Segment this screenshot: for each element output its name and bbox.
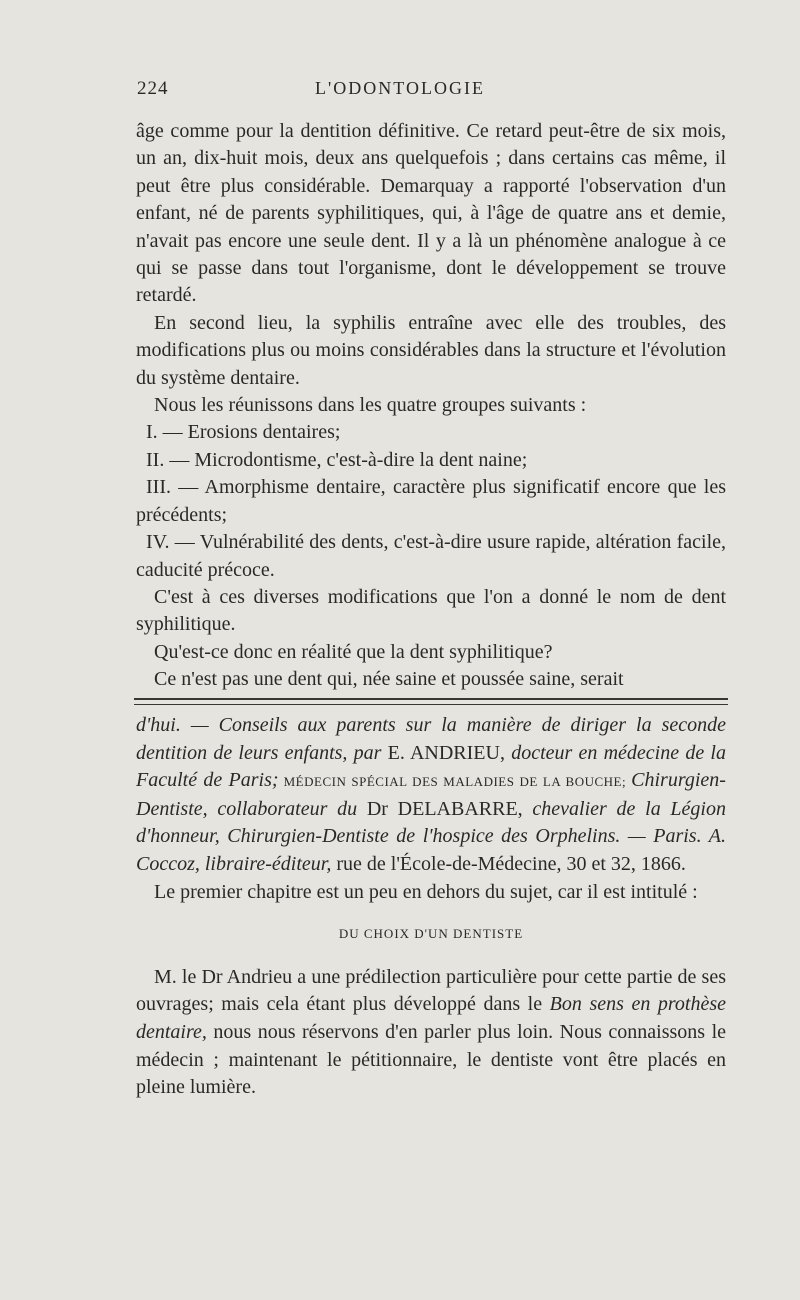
- book-title: Bon sens en prothèse dentaire,: [136, 993, 727, 1043]
- footnote: [136, 712, 726, 1102]
- running-title: L'ODONTOLOGIE: [315, 78, 485, 98]
- group-item: IV. — Vulnérabilité des dents, c'est-à-dire usure rapide, altération facile, caducité précoce.: [136, 531, 726, 581]
- page-header: [0, 78, 800, 108]
- footnote-citation: [136, 712, 726, 879]
- citation-degree: docteur en médecine de la Faculté de Paris;: [136, 741, 726, 792]
- group-item: I. — Erosions dentaires;: [146, 421, 341, 444]
- paragraph: C'est à ces diverses modifications que l'on a donné le nom de dent syphilitique.: [136, 585, 726, 636]
- citation-mentor: Dr DELABARRE,: [357, 797, 533, 820]
- paragraph: [136, 964, 726, 1102]
- section-heading: DU CHOIX D'UN DENTISTE: [338, 926, 524, 942]
- paragraph: âge comme pour la dentition définitive. Ce retard peut-être de six mois, un an, dix-huit mois, deux ans quelquefois ; dans certains cas même, il peut être plus considérable. Demarquay a rapporté l'observation d'un enfant, né de parents syphilitiques, qui, à l'âge de quatre ans et demie, n'avait pas encore une seule dent. Il y a là un phénomène analogue à ce qui se passe dans tout l'organisme, dont le développement se trouve retardé.: [136, 120, 726, 307]
- paragraph: En second lieu, la syphilis entraîne avec elle des troubles, des modifications plus ou moins considérables dans la structure et l'évolution du système dentaire.: [136, 311, 726, 389]
- group-item: III. — Amorphisme dentaire, caractère plus significatif encore que les précédents;: [136, 476, 726, 526]
- citation-publisher: chevalier de la Légion d'honneur, Chirurgien-Dentiste de l'hospice des Orphelins. — Paris. A. Coccoz, libraire-éditeur,: [136, 797, 726, 875]
- citation-author: E. ANDRIEU,: [381, 741, 512, 764]
- paragraph-text: M. le Dr Andrieu a une prédilection particulière pour cette partie de ses ouvrages; mais cela étant plus développé dans le: [136, 965, 726, 1016]
- citation-role: Chirurgien-Dentiste, collaborateur du: [136, 769, 726, 820]
- paragraph: Le premier chapitre est un peu en dehors du sujet, car il est intitulé :: [154, 880, 698, 903]
- group-item: II. — Microdontisme, c'est-à-dire la dent naine;: [146, 448, 528, 471]
- page-number: 224: [137, 78, 169, 99]
- citation-specialty: MÉDECIN SPÉCIAL DES MALADIES DE LA BOUCHE;: [278, 774, 632, 790]
- citation-title: d'hui. — Conseils aux parents sur la manière de diriger la seconde dentition de leurs enfants, par: [136, 714, 726, 764]
- footnote-divider-thin: [134, 704, 728, 705]
- paragraph-text: nous nous réservons d'en parler plus loin. Nous connaissons le médecin ; maintenant le pétitionnaire, le dentiste vont être placés en pleine lumière.: [136, 1020, 726, 1099]
- main-text: [136, 118, 726, 694]
- footnote-divider: [134, 698, 728, 700]
- paragraph: Ce n'est pas une dent qui, née saine et poussée saine, serait: [154, 668, 624, 691]
- paragraph: Qu'est-ce donc en réalité que la dent syphilitique?: [154, 640, 553, 663]
- citation-address: rue de l'École-de-Médecine, 30 et 32, 1866.: [331, 852, 686, 875]
- paragraph: Nous les réunissons dans les quatre groupes suivants :: [154, 394, 587, 417]
